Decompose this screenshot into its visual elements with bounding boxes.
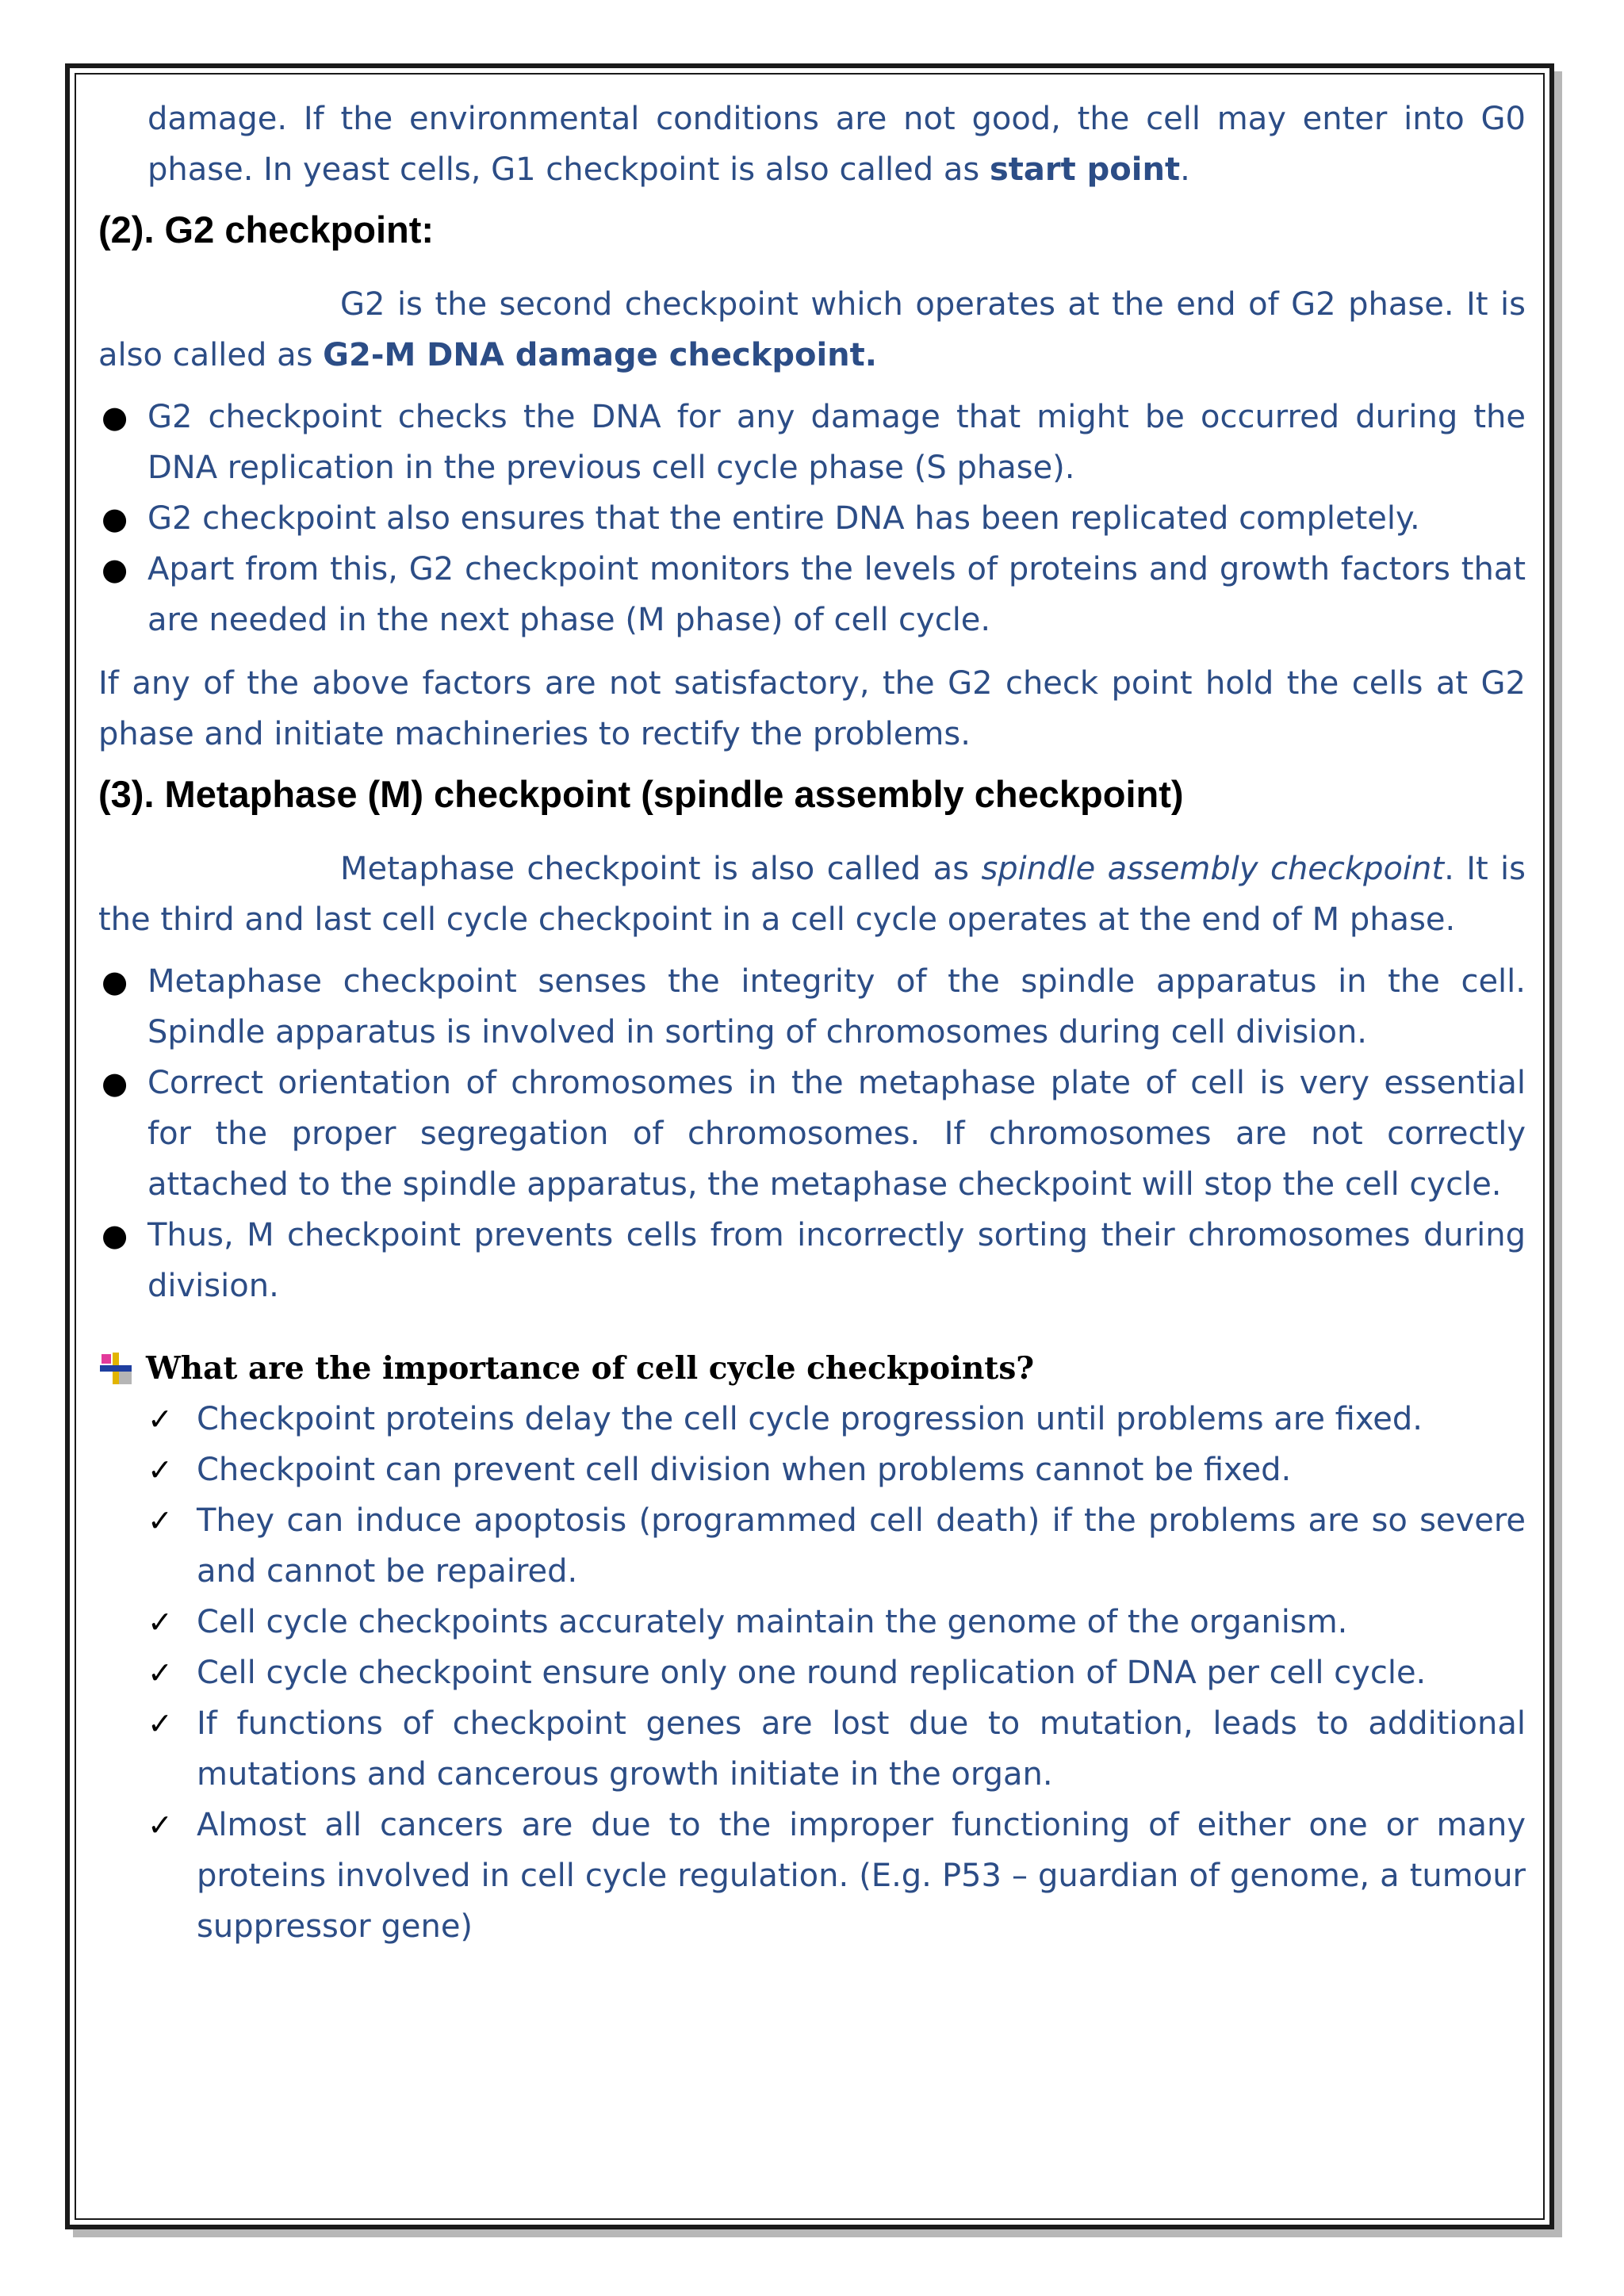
- list-item-text: Cell cycle checkpoint ensure only one round replication of DNA per cell cycle.: [197, 1655, 1427, 1691]
- list-item-text: Checkpoint proteins delay the cell cycle progression until problems are fixed.: [197, 1401, 1423, 1437]
- importance-heading-text: What are the importance of cell cycle checkpoints?: [146, 1350, 1035, 1387]
- bullet-dot-icon: ●: [102, 552, 128, 587]
- checkmark-icon: ✓: [147, 1655, 173, 1690]
- importance-checklist: [98, 1394, 1526, 1952]
- list-item-text: Almost all cancers are due to the improper functioning of either one or many proteins involved in cell cycle regulation. (E.g. P53 – guardian of genome, a tumour suppressor gene): [197, 1807, 1526, 1945]
- bullet-dot-icon: ●: [102, 1218, 128, 1253]
- metaphase-checkpoint-heading: (3). Metaphase (M) checkpoint (spindle assembly checkpoint): [98, 773, 1184, 815]
- checkmark-icon: ✓: [147, 1452, 173, 1487]
- checkmark-icon: ✓: [147, 1402, 173, 1437]
- checkmark-icon: ✓: [147, 1503, 173, 1538]
- bullet-dot-icon: ●: [102, 501, 128, 536]
- list-item: [98, 1058, 1526, 1210]
- g2-intro-paragraph: [98, 279, 1526, 381]
- list-item-text: Metaphase checkpoint senses the integrity of the spindle apparatus in the cell. Spindle apparatus is involved in sorting of chromosomes during cell division.: [147, 963, 1526, 1050]
- list-item: [98, 493, 1526, 544]
- checkmark-icon: ✓: [147, 1808, 173, 1843]
- bullet-dot-icon: ●: [102, 964, 128, 999]
- list-item-text: Apart from this, G2 checkpoint monitors the levels of proteins and growth factors that are needed in the next phase (M phase) of cell cycle.: [147, 551, 1526, 638]
- list-item: [147, 1800, 1526, 1952]
- metaphase-intro-paragraph: [98, 844, 1526, 945]
- list-item: [147, 1495, 1526, 1597]
- document-content: [98, 94, 1526, 1952]
- list-item-text: They can induce apoptosis (programmed cell death) if the problems are so severe and cannot be repaired.: [197, 1502, 1526, 1590]
- list-item: [147, 1445, 1526, 1495]
- g2-checkpoint-heading: (2). G2 checkpoint:: [98, 209, 435, 251]
- spindle-assembly-term: spindle assembly checkpoint: [981, 851, 1445, 887]
- list-item: [147, 1394, 1526, 1445]
- g2-bullet-list: [98, 392, 1526, 645]
- bullet-dot-icon: ●: [102, 1066, 128, 1100]
- list-item-text: Checkpoint can prevent cell division when problems cannot be fixed.: [197, 1452, 1292, 1488]
- list-item: [98, 544, 1526, 645]
- list-item-text: Cell cycle checkpoints accurately maintain the genome of the organism.: [197, 1604, 1348, 1640]
- checkmark-icon: ✓: [147, 1706, 173, 1741]
- start-point-term: start point: [989, 151, 1181, 188]
- g2-m-dna-damage-term: G2-M DNA damage checkpoint.: [323, 337, 877, 373]
- checkmark-icon: ✓: [147, 1605, 173, 1640]
- list-item: [147, 1597, 1526, 1647]
- g2-closing-paragraph: If any of the above factors are not satisfactory, the G2 check point hold the cells at G2 phase and initiate machineries to rectify the problems.: [98, 665, 1526, 752]
- metaphase-intro-end: . It is the third and last cell cycle checkpoint in a cell cycle operates at the end of M phase.: [98, 851, 1526, 938]
- metaphase-intro-text: Metaphase checkpoint is also called as: [340, 851, 982, 887]
- list-item: [98, 392, 1526, 493]
- list-item: [98, 1210, 1526, 1311]
- list-item-text: Correct orientation of chromosomes in the metaphase plate of cell is very essential for the proper segregation of chromosomes. If chromosomes are not correctly attached to the spindle apparatus, the metaphase checkpoint will stop the cell cycle.: [147, 1065, 1526, 1203]
- intro-end: .: [1180, 151, 1190, 188]
- list-item-text: If functions of checkpoint genes are lost due to mutation, leads to additional mutations and cancerous growth initiate in the organ.: [197, 1705, 1526, 1793]
- list-item-text: Thus, M checkpoint prevents cells from incorrectly sorting their chromosomes during division.: [147, 1217, 1526, 1304]
- intro-paragraph: [98, 94, 1526, 195]
- list-item: [147, 1647, 1526, 1698]
- colored-cross-icon: [98, 1351, 133, 1386]
- list-item-text: G2 checkpoint also ensures that the entire DNA has been replicated completely.: [147, 500, 1420, 537]
- g2-intro-text: G2 is the second checkpoint which operates at the end of G2 phase. It is also called as: [98, 286, 1526, 373]
- list-item: [98, 956, 1526, 1058]
- importance-heading: [98, 1343, 1526, 1394]
- list-item-text: G2 checkpoint checks the DNA for any damage that might be occurred during the DNA replication in the previous cell cycle phase (S phase).: [147, 399, 1526, 486]
- intro-text: damage. If the environmental conditions are not good, the cell may enter into G0 phase. In yeast cells, G1 checkpoint is also called as: [147, 101, 1526, 188]
- list-item: [147, 1698, 1526, 1800]
- metaphase-bullet-list: [98, 956, 1526, 1311]
- bullet-dot-icon: ●: [102, 400, 128, 434]
